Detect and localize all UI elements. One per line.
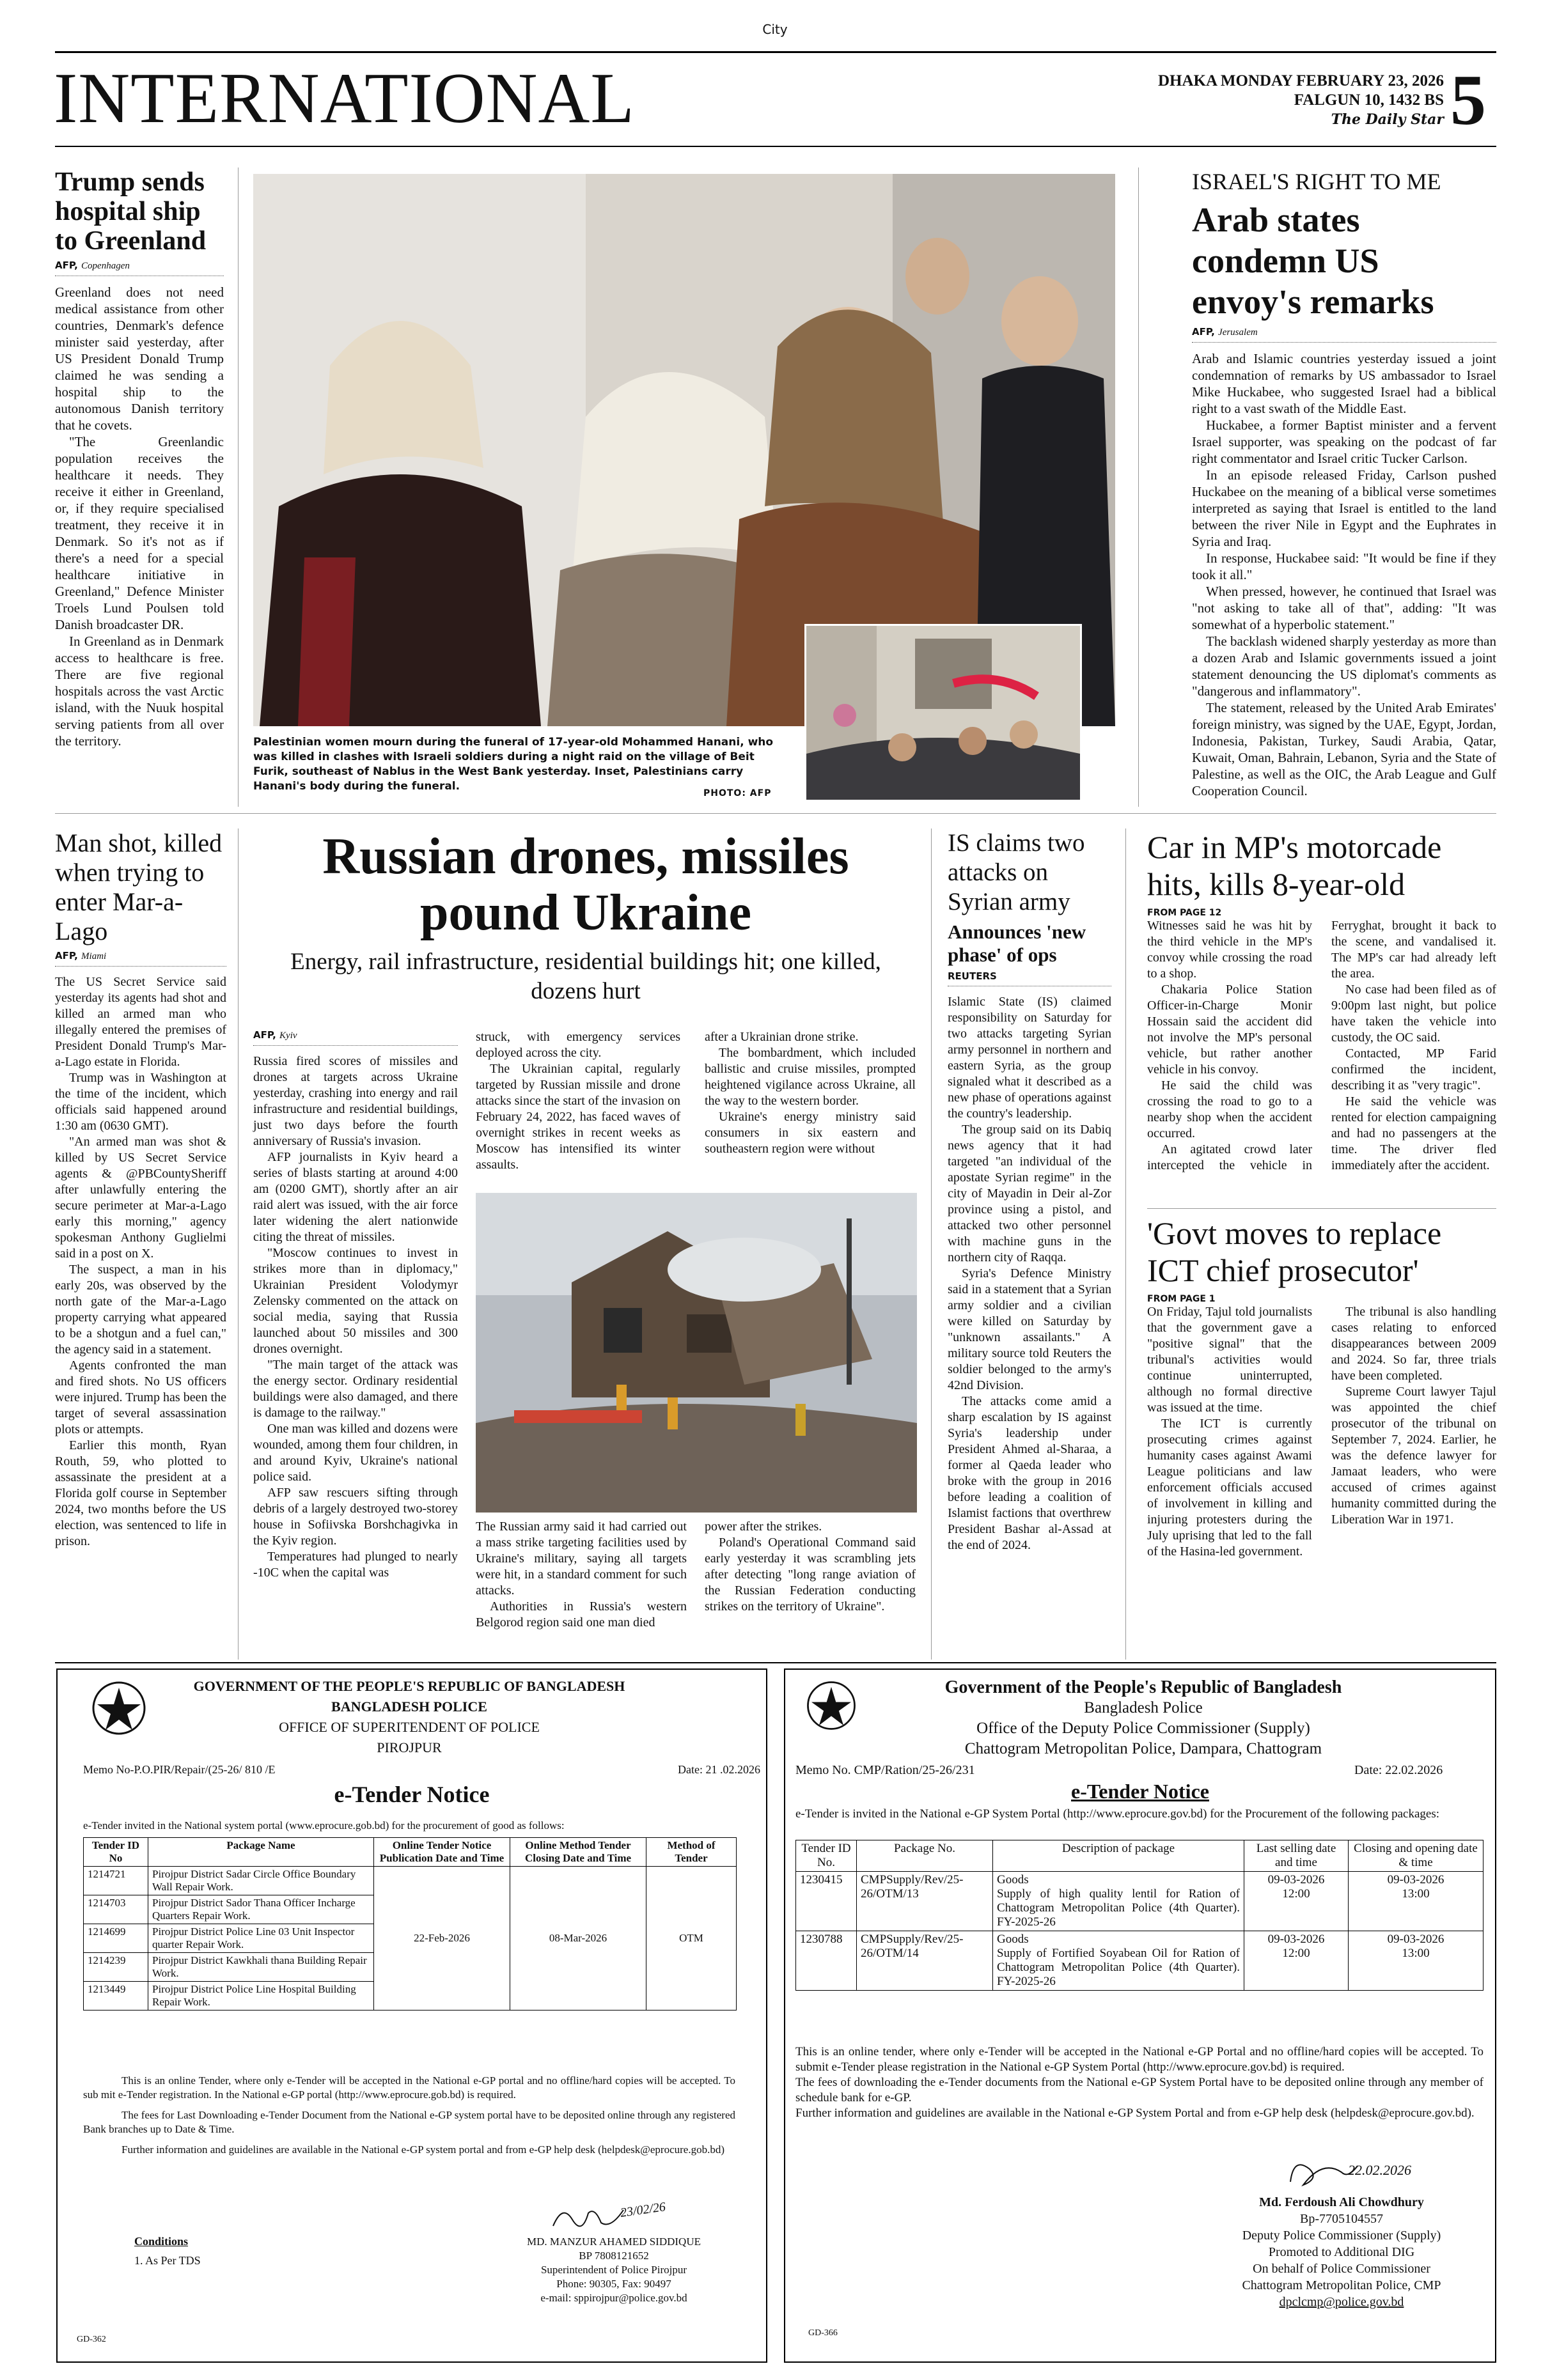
tender-note: The fees of downloading the e-Tender documents from the National e-GP System Portal have to be deposited online through any member of schedule bank for e-GP. xyxy=(795,2076,1483,2104)
ukraine-story xyxy=(253,828,918,1006)
kicker: ISRAEL'S RIGHT TO ME xyxy=(1192,169,1441,194)
memo-number: Memo No-P.O.PIR/Repair/(25-26/ 810 /E xyxy=(83,1763,276,1776)
photo-caption: Palestinian women mourn during the funeral of 17-year-old Mohammed Hanani, who was killed in clashes with Israeli soldiers during a night raid on the village of Beit Furik, southeast of Nablus in the West Bank yesterday. Inset, Palestinians carry Hanani's body during the funeral. xyxy=(253,736,774,793)
signatory-title: Superintendent of Police Pirojpur xyxy=(540,2264,687,2276)
signatory-name: Md. Ferdoush Ali Chowdhury xyxy=(1259,2195,1424,2209)
dateline: AFP, Kyiv xyxy=(253,1029,458,1046)
tender-intro: e-Tender invited in the National system portal (www.eprocure.gob.bd) for the procurement of good as follows: xyxy=(83,1819,565,1832)
photo-credit: PHOTO: AFP xyxy=(703,788,772,798)
motorcade-story xyxy=(1147,828,1496,1229)
memo-date: Date: 21 .02.2026 xyxy=(678,1763,760,1776)
article-body: Witnesses said he was hit by the third vehicle in the MP's convoy while crossing the road to a shop. Chakaria Police Station Officer-in-Charge Monir Hossain said the accident did not involve the MP's personal vehicle, but rather another vehicle in his convoy. He said the child was crossing the road to go to a nearby shop when the accident occurred. An agitated crowd later intercepted the vehicle in Ferryghat, brought it back to the scene, and vandalised it. The MP's car had already left the area. No case had been filed as of 9:00pm last night, but police have taken the vehicle into custody, the OC said. Contacted, MP Farid confirmed the incident, describing it as "very tragic". He said the vehicle was rented for election campaigning and had no passengers at the time. The driver fled immediately after the accident. xyxy=(1147,919,1496,1172)
article-body: The US Secret Service said yesterday its agents had shot and killed an armed man who illegally entered the premises of President Donald Trump's Mar-a-Lago estate in Florida. Trump was in Washington at the time of the incident, which officials said happened around 1:30 am (0630 GMT). "An armed man was shot & killed by US Secret Service agents & @PBCountySheriff after unlawfully entering the secure perimeter at Mar-a-Lago early this morning," agency spokesman Anthony Guglielmi said in a post on X. The suspect, a man in his early 20s, was observed by the north gate of the Mar-a-Lago property carrying what appeared to be a shotgun and a fuel can," the agency said in a statement. Agents confronted the man and fired shots. No US officers were injured. Trump has been the target of several assassination plots or attempts. Earlier this month, Ryan Routh, 59, who plotted to assassinate the president at a Florida golf course in September 2024, two months before the US election, was sentenced to life in prison. xyxy=(55,975,226,1548)
headline: Trump sends hospital ship to Greenland xyxy=(55,167,207,256)
col-header: Tender ID No. xyxy=(796,1840,857,1872)
subhead: Energy, rail infrastructure, residential buildings hit; one killed, dozens hurt xyxy=(290,949,881,1004)
police-emblem-icon xyxy=(90,1679,148,1738)
headline: IS claims two attacks on Syrian army xyxy=(948,829,1085,915)
col-header: Closing and opening date & time xyxy=(1349,1840,1483,1872)
table-row: 1214699 Pirojpur District Police Line 03 Unit Inspector quarter Repair Work. xyxy=(84,1924,737,1953)
conditions-title: Conditions xyxy=(134,2235,189,2248)
table-row: 1214703 Pirojpur District Sador Thana Officer Incharge Quarters Repair Work. xyxy=(84,1895,737,1924)
tender-note: Further information and guidelines are available in the National e-GP System Portal and from e-GP help desk (helpdesk@eprocure.gov.bd). xyxy=(795,2106,1475,2120)
page-number: 5 xyxy=(1450,61,1486,140)
signatory-email: e-mail: sppirojpur@police.gov.bd xyxy=(540,2292,687,2304)
publication-date: 22-Feb-2026 xyxy=(374,1867,510,2011)
inset-funeral-photo xyxy=(804,624,1082,802)
headline: Man shot, killed when trying to enter Mar-a-Lago xyxy=(55,828,223,945)
table-row: 1213449 Pirojpur District Police Line Hospital Building Repair Work. xyxy=(84,1982,737,2011)
headline: 'Govt moves to replace ICT chief prosecutor' xyxy=(1147,1215,1442,1288)
tender-title: e-Tender Notice xyxy=(334,1782,490,1807)
tender-notice-chattogram xyxy=(784,1668,1496,2363)
headline: Car in MP's motorcade hits, kills 8-year-old xyxy=(1147,829,1442,902)
table-row: 1214239 Pirojpur District Kawkhali thana Building Repair Work. xyxy=(84,1953,737,1982)
col-header: Package No. xyxy=(857,1840,993,1872)
signatory-title: On behalf of Police Commissioner xyxy=(1253,2262,1430,2276)
dateline: AFP, Jerusalem xyxy=(1192,326,1496,343)
gov-line: Government of the People's Republic of Bangladesh xyxy=(944,1677,1342,1697)
office-line: Office of the Deputy Police Commissioner (Supply) xyxy=(976,1720,1310,1737)
article-body: Islamic State (IS) claimed responsibility on Saturday for two attacks targeting Syrian army personnel in northern and eastern Syria, as the group signaled what it described as a new phase of operations against the country's leadership. The group said on its Dabiq news agency that it had targeted "an individual of the apostate Syrian regime" in the city of Mayadin in Deir al-Zor province using a pistol, and attacked two other personnel with machine guns in the northern city of Raqqa. Syria's Defence Ministry said in a statement that a Syrian army soldier and a civilian were killed on Saturday by "unknown assailants." A military source told Reuters the soldier belonged to the army's 42nd Division. The attacks come amid a sharp escalation by IS against Syria's leadership under President Ahmed al-Sharaa, a former al Qaeda leader who broke with the group in 2016 before leading a coalition of Islamist factions that overthrew President Bashar al-Assad at the end of 2024. xyxy=(948,995,1111,1552)
from-page-label: FROM PAGE 12 xyxy=(1147,908,1222,918)
destroyed-house-photo xyxy=(476,1193,917,1513)
table-row: 1214721 Pirojpur District Sadar Circle Office Boundary Wall Repair Work. 22-Feb-2026 08-Mar-2026 OTM xyxy=(84,1867,737,1895)
signature-date: 22.02.2026 xyxy=(1348,2162,1411,2178)
condition-item: 1. As Per TDS xyxy=(134,2254,201,2267)
maralago-story xyxy=(55,828,226,1550)
israel-story xyxy=(1192,167,1496,799)
ukraine-col-4: The Russian army said it had carried out a mass strike targeting facilities used by Ukraine's military, saying all targets were hit, in a standard comment for such attacks. Authorities in Russia's western Belgorod region said one man died xyxy=(476,1520,687,1629)
signature-date: 23/02/26 xyxy=(619,2200,667,2220)
ukraine-col-2: struck, with emergency services deployed across the city. The Ukrainian capital, regularly targeted by Russian missile and drone attacks since the start of the invasion on February 24, 2022, has faced waves of overnight strikes in recent weeks as Moscow has intensified its winter assaults. xyxy=(476,1030,680,1172)
tender-table xyxy=(83,1837,737,2011)
ukraine-col-3: after a Ukrainian drone strike. The bombardment, which included ballistic and cruise missiles, prompted heightened vigilance across Ukraine, all the way to the western border. Ukraine's energy ministry said consumers in six eastern and southeastern region were without xyxy=(705,1030,916,1156)
tender-note: Further information and guidelines are available in the National e-GP system portal and from e-GP help desk (helpdesk@eprocure.gob.bd) xyxy=(121,2143,724,2156)
dateline: REUTERS xyxy=(948,970,1111,986)
signatory-bp: BP 7808121652 xyxy=(579,2250,649,2262)
dateline: AFP, Copenhagen xyxy=(55,260,224,276)
section-top-label: City xyxy=(762,22,788,37)
ict-story xyxy=(1147,1215,1496,1662)
district-line: PIROJPUR xyxy=(377,1739,442,1755)
table-row: 1230788 CMPSupply/Rev/25-26/OTM/14 Goods Supply of Fortified Soyabean Oil for Ration of Chattogram Metropolitan Police (4th Quarter). FY-2025-26 09-03-2026 12:00 09-03-2026 13:00 xyxy=(796,1931,1483,1991)
signatory-name: MD. MANZUR AHAMED SIDDIQUE xyxy=(527,2236,701,2248)
article-body: On Friday, Tajul told journalists that the government gave a "positive signal" that the tribunal's activities would continue uninterrupted, although no formal directive was issued at the time. The ICT is currently prosecuting crimes against humanity cases against Awami League politicians and law enforcement officials accused of involvement in killing and injuring protesters during the July uprising that led to the fall of the Hasina-led government. The tribunal is also handling cases relating to enforced disappearances between 2009 and 2024. So far, three trials have been completed. Supreme Court lawyer Tajul was appointed the chief prosecutor of the tribunal on September 7, 2024. Earlier, he was the defence lawyer for Jamaat leaders, who were accused of crimes against humanity committed during the Liberation War in 1971. xyxy=(1147,1305,1496,1559)
police-line: Bangladesh Police xyxy=(1084,1699,1203,1716)
col-header: Online Method Tender Closing Date and Time xyxy=(510,1838,646,1867)
tender-method: OTM xyxy=(646,1867,737,2011)
headline: Russian drones, missiles pound Ukraine xyxy=(322,828,849,941)
signatory-title: Deputy Police Commissioner (Supply) xyxy=(1242,2228,1441,2243)
tender-title: e-Tender Notice xyxy=(1071,1780,1209,1803)
tender-intro: e-Tender is invited in the National e-GP System Portal (http://www.eprocure.gov.bd) for the Procurement of the following packages: xyxy=(795,1807,1439,1821)
article-body: Greenland does not need medical assistance from other countries, Denmark's defence minister said yesterday, after US President Donald Trump claimed he was sending a hospital ship to the autonomous Danish territory that he covets. "The Greenlandic population receives the healthcare it needs. They receive it either in Greenland, or, if they require specialised treatment, they receive it in Denmark. So it's not as if there's a need for a special healthcare initiative in Greenland," Defence Minister Troels Lund Poulsen told Danish broadcaster DR. In Greenland as in Denmark access to healthcare is free. There are five regional hospitals across the vast Arctic island, with the Nuuk hospital serving patients from all over the territory. xyxy=(55,284,224,749)
tender-table xyxy=(795,1840,1483,1991)
headline: Arab states condemn US envoy's remarks xyxy=(1192,201,1434,321)
district-line: Chattogram Metropolitan Police, Dampara, Chattogram xyxy=(964,1740,1322,1757)
col-header: Online Tender Notice Publication Date and Time xyxy=(374,1838,510,1867)
police-emblem-icon xyxy=(804,1679,858,1732)
masthead-logo: The Daily Star xyxy=(1331,111,1444,128)
gd-number: GD-362 xyxy=(77,2335,106,2344)
col-header: Package Name xyxy=(148,1838,374,1867)
police-line: BANGLADESH POLICE xyxy=(331,1699,487,1715)
tender-notice-pirojpur xyxy=(56,1668,767,2363)
signatory-email: dpclcmp@police.gov.bd xyxy=(1279,2295,1404,2309)
section-title: INTERNATIONAL xyxy=(54,59,635,138)
col-header: Method of Tender xyxy=(646,1838,737,1867)
is-story xyxy=(948,828,1111,1553)
signatory-title: Promoted to Additional DIG xyxy=(1268,2245,1415,2259)
tender-note: This is an online Tender, where only e-Tender will be accepted in the National e-GP portal and no offline/hard copies will be accepted. To sub mit e-Tender registration. In the National e-GP portal (http://www.eprocure.gob.bd) is required. xyxy=(83,2074,735,2101)
dateline: AFP, Miami xyxy=(55,950,226,967)
table-row: 1230415 CMPSupply/Rev/25-26/OTM/13 Goods Supply of high quality lentil for Ration of Chattogram Metropolitan Police (4th Quarter). FY-2025-26 09-03-2026 12:00 09-03-2026 13:00 xyxy=(796,1872,1483,1931)
bangla-date-line: FALGUN 10, 1432 BS xyxy=(1294,91,1444,109)
gov-line: GOVERNMENT OF THE PEOPLE'S REPUBLIC OF BANGLADESH xyxy=(193,1678,625,1694)
memo-number: Memo No. CMP/Ration/25-26/231 xyxy=(795,1763,975,1777)
ukraine-col-5: power after the strikes. Poland's Operational Command said early yesterday it was scrambling jets after detecting "long range aviation of the Russian Federation conducting strikes on the territory of Ukraine". xyxy=(705,1520,916,1614)
date-line: DHAKA MONDAY FEBRUARY 23, 2026 xyxy=(1157,72,1444,89)
tender-note: The fees for Last Downloading e-Tender Document from the National e-GP system portal have to be deposited online through any registered Bank branches up to Date & Time. xyxy=(83,2109,735,2135)
subhead: Announces 'new phase' of ops xyxy=(948,921,1086,966)
signature-pirojpur xyxy=(550,2200,627,2232)
memo-date: Date: 22.02.2026 xyxy=(1354,1763,1443,1777)
tender-note: This is an online tender, where only e-Tender will be accepted in the National e-GP Portal and no offline/hard copies will be accepted. To submit e-Tender please registration in the National e-GP System Portal (http://www.eprocure.gov.bd) is required. xyxy=(795,2045,1483,2074)
signatory-title: Chattogram Metropolitan Police, CMP xyxy=(1242,2278,1441,2292)
article-body: Arab and Islamic countries yesterday issued a joint condemnation of remarks by US ambassador to Israel Mike Huckabee, who suggested Israel had a biblical right to a vast swath of the Middle East. Huckabee, a former Baptist minister and a fervent Israel supporter, was speaking on the podcast of far right commentator and Israel critic Tucker Carlson. In an episode released Friday, Carlson pushed Huckabee on the meaning of a biblical verse sometimes interpreted as saying that Israel is entitled to the land between the river Nile in Egypt and the Euphrates in Syria and Iraq. In response, Huckabee said: "It would be fine if they took it all." When pressed, however, he continued that Israel was "not asking to take all of that", adding: "It was somewhat of a hyperbolic statement." The backlash widened sharply yesterday as more than a dozen Arab and Islamic governments issued a joint statement denouncing the US diplomat's comments as "dangerous and inflammatory". The statement, released by the United Arab Emirates' foreign ministry, was signed by the UAE, Egypt, Jordan, Indonesia, Pakistan, Turkey, Saudi Arabia, Qatar, Kuwait, Oman, Bahrain, Lebanon, Syria and the State of Palestine, as well as the OIC, the Arab League and Gulf Cooperation Council. xyxy=(1192,351,1496,798)
col-header: Tender ID No xyxy=(84,1838,148,1867)
signatory-phone: Phone: 90305, Fax: 90497 xyxy=(556,2278,671,2290)
gd-number: GD-366 xyxy=(808,2328,838,2338)
greenland-story xyxy=(55,167,224,749)
col-header: Description of package xyxy=(993,1840,1244,1872)
col-header: Last selling date and time xyxy=(1244,1840,1349,1872)
ukraine-col-1: AFP, Kyiv Russia fired scores of missiles and drones at targets across Ukraine yesterday, crashing into energy and rail infrastructure and residential buildings, just two days before the fourth anniversary of Russia's invasion. AFP journalists in Kyiv heard a series of blasts starting at around 4:00 am (0200 GMT), shortly after an air raid alert was issued, with the air force later widening the alert nationwide citing the threat of missiles. "Moscow continues to invest in strikes more than in diplomacy," Ukrainian President Volodymyr Zelensky commented on the attack on social media, saying that Russia launched about 50 missiles and 300 drones overnight. "The main target of the attack was the energy sector. Ordinary residential buildings were also damaged, and there is damage to the railway." One man was killed and dozens were wounded, among them four children, in and around Kyiv, Ukraine's national police said. AFP saw rescuers sifting through debris of a largely destroyed two-storey house in Sofiivska Borshchagivka in the Kyiv region. Temperatures had plunged to nearly -10C when the capital was xyxy=(253,1029,458,1580)
signatory-bp: Bp-7705104557 xyxy=(1300,2212,1383,2226)
closing-date: 08-Mar-2026 xyxy=(510,1867,646,2011)
office-line: OFFICE OF SUPERITENDENT OF POLICE xyxy=(279,1719,540,1735)
from-page-label: FROM PAGE 1 xyxy=(1147,1294,1216,1304)
